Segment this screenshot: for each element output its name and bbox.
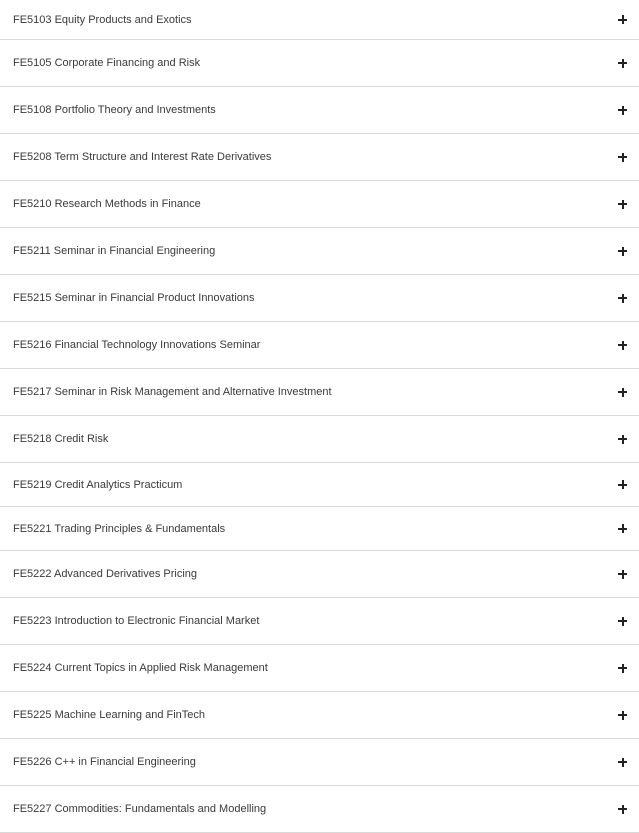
accordion-item-fe5226[interactable] xyxy=(0,739,639,786)
accordion-item-label: FE5226 C++ in Financial Engineering xyxy=(13,756,196,768)
plus-icon[interactable] xyxy=(618,570,627,579)
accordion-item-fe5216[interactable] xyxy=(0,322,639,369)
plus-icon[interactable] xyxy=(618,758,627,767)
accordion-item-label: FE5227 Commodities: Fundamentals and Modelling xyxy=(13,803,267,815)
accordion-item-fe5103[interactable] xyxy=(0,0,639,40)
plus-icon[interactable] xyxy=(618,711,627,720)
plus-icon[interactable] xyxy=(618,200,627,209)
plus-icon[interactable] xyxy=(618,805,627,814)
accordion-item-fe5219[interactable] xyxy=(0,463,639,507)
accordion-item-fe5225[interactable] xyxy=(0,692,639,739)
accordion-item-label: FE5211 Seminar in Financial Engineering xyxy=(13,245,216,257)
accordion-item-fe5227[interactable] xyxy=(0,786,639,833)
plus-icon[interactable] xyxy=(618,435,627,444)
plus-icon[interactable] xyxy=(618,59,627,68)
plus-icon[interactable] xyxy=(618,153,627,162)
accordion-item-label: FE5223 Introduction to Electronic Financial Market xyxy=(13,615,260,627)
accordion-item-label: FE5108 Portfolio Theory and Investments xyxy=(13,104,216,116)
accordion-item-label: FE5215 Seminar in Financial Product Innovations xyxy=(13,292,255,304)
accordion-item-fe5215[interactable] xyxy=(0,275,639,322)
accordion-item-fe5211[interactable] xyxy=(0,228,639,275)
accordion-item-fe5221[interactable] xyxy=(0,507,639,551)
accordion-item-label: FE5224 Current Topics in Applied Risk Management xyxy=(13,662,268,674)
accordion-item-label: FE5216 Financial Technology Innovations Seminar xyxy=(13,339,261,351)
accordion-item-fe5224[interactable] xyxy=(0,645,639,692)
plus-icon[interactable] xyxy=(618,664,627,673)
accordion-item-fe5222[interactable] xyxy=(0,551,639,598)
plus-icon[interactable] xyxy=(618,247,627,256)
plus-icon[interactable] xyxy=(618,480,627,489)
accordion-item-label: FE5222 Advanced Derivatives Pricing xyxy=(13,568,198,580)
accordion-item-label: FE5219 Credit Analytics Practicum xyxy=(13,478,183,491)
plus-icon[interactable] xyxy=(618,294,627,303)
accordion-item-fe5223[interactable] xyxy=(0,598,639,645)
accordion-item-fe5105[interactable] xyxy=(0,40,639,87)
accordion-item-label: FE5221 Trading Principles & Fundamentals xyxy=(13,522,226,535)
accordion-item-fe5218[interactable] xyxy=(0,416,639,463)
accordion-item-fe5217[interactable] xyxy=(0,369,639,416)
accordion-item-label: FE5103 Equity Products and Exotics xyxy=(13,13,192,26)
plus-icon[interactable] xyxy=(618,15,627,24)
plus-icon[interactable] xyxy=(618,524,627,533)
accordion-item-label: FE5208 Term Structure and Interest Rate Derivatives xyxy=(13,151,272,163)
accordion-item-label: FE5105 Corporate Financing and Risk xyxy=(13,57,201,69)
accordion-item-label: FE5218 Credit Risk xyxy=(13,433,109,445)
plus-icon[interactable] xyxy=(618,388,627,397)
accordion-item-fe5210[interactable] xyxy=(0,181,639,228)
plus-icon[interactable] xyxy=(618,341,627,350)
accordion-item-label: FE5225 Machine Learning and FinTech xyxy=(13,709,206,721)
plus-icon[interactable] xyxy=(618,106,627,115)
plus-icon[interactable] xyxy=(618,617,627,626)
accordion-item-label: FE5217 Seminar in Risk Management and Alternative Investment xyxy=(13,386,332,398)
accordion-item-fe5208[interactable] xyxy=(0,134,639,181)
accordion-item-label: FE5210 Research Methods in Finance xyxy=(13,198,201,210)
accordion-item-fe5108[interactable] xyxy=(0,87,639,134)
